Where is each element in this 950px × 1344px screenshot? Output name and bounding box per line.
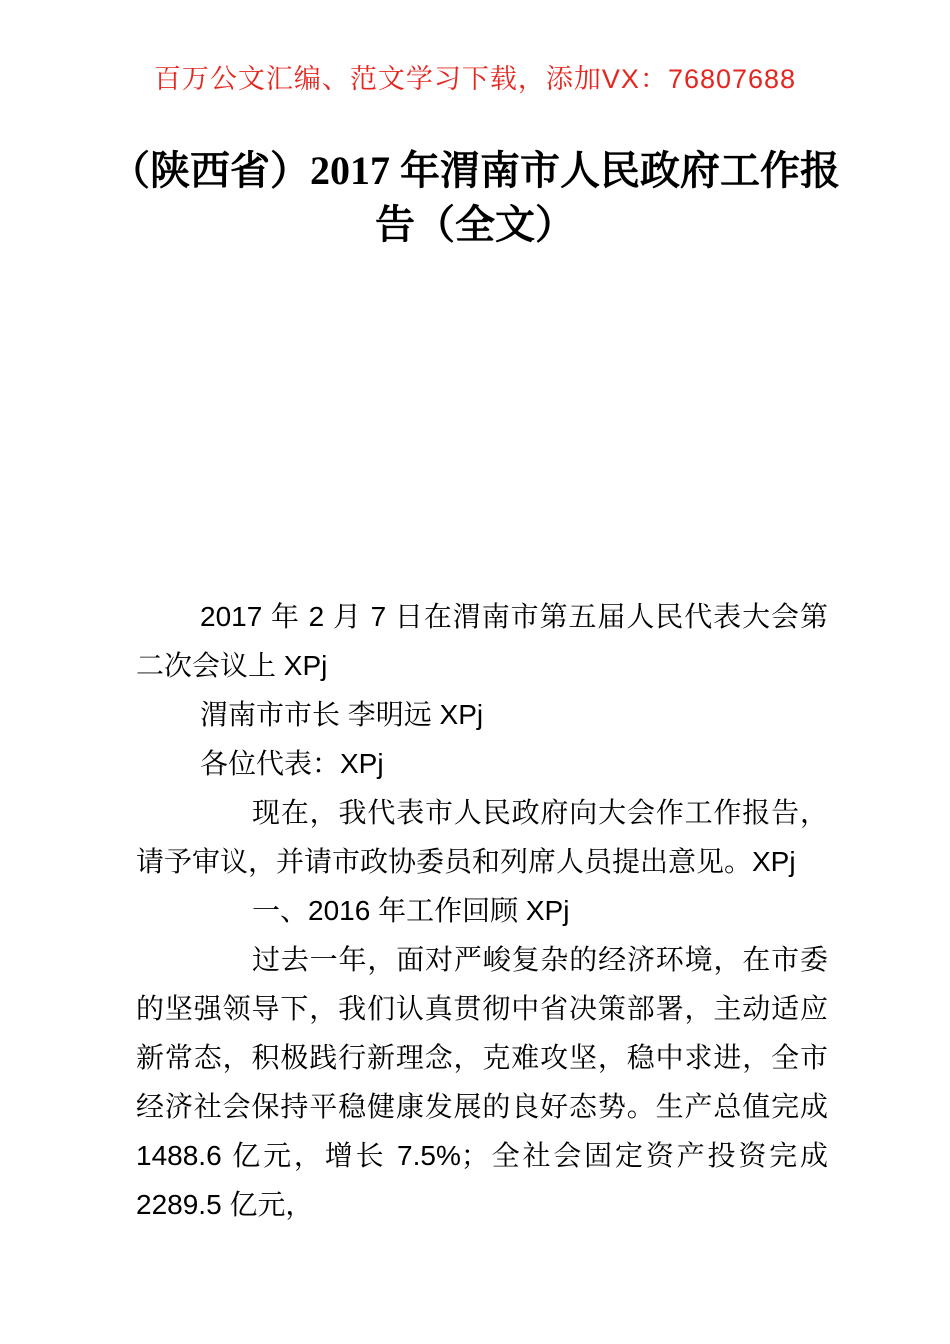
paragraph: 各位代表：XPj: [200, 748, 384, 779]
paragraph: 渭南市市长 李明远 XPj: [200, 699, 484, 730]
document-title: [25, 144, 925, 252]
document-body: [136, 592, 828, 1229]
document-title-line-2: 告（全文）: [375, 202, 575, 247]
paragraph: 过去一年，面对严峻复杂的经济环境，在市委的坚强领导下，我们认真贯彻中省决策部署，主动适应新常态，积极践行新理念，克难攻坚，稳中求进，全市经济社会保持平稳健康发展的良好态势。生产总值完成 1488.6 亿元，增长 7.5%；全社会固定资产投资完成 2289.5 亿元，: [136, 944, 828, 1220]
promo-banner-text: 百万公文汇编、范文学习下载，添加VX：76807688: [153, 64, 797, 94]
paragraph: 2017 年 2 月 7 日在渭南市第五届人民代表大会第二次会议上 XPj: [136, 601, 828, 681]
paragraph: 现在，我代表市人民政府向大会作工作报告，请予审议，并请市政协委员和列席人员提出意见。XPj: [136, 797, 828, 877]
document-title-line-1: （陕西省）2017 年渭南市人民政府工作报: [110, 148, 840, 193]
paragraph: 一、2016 年工作回顾 XPj: [252, 895, 570, 926]
